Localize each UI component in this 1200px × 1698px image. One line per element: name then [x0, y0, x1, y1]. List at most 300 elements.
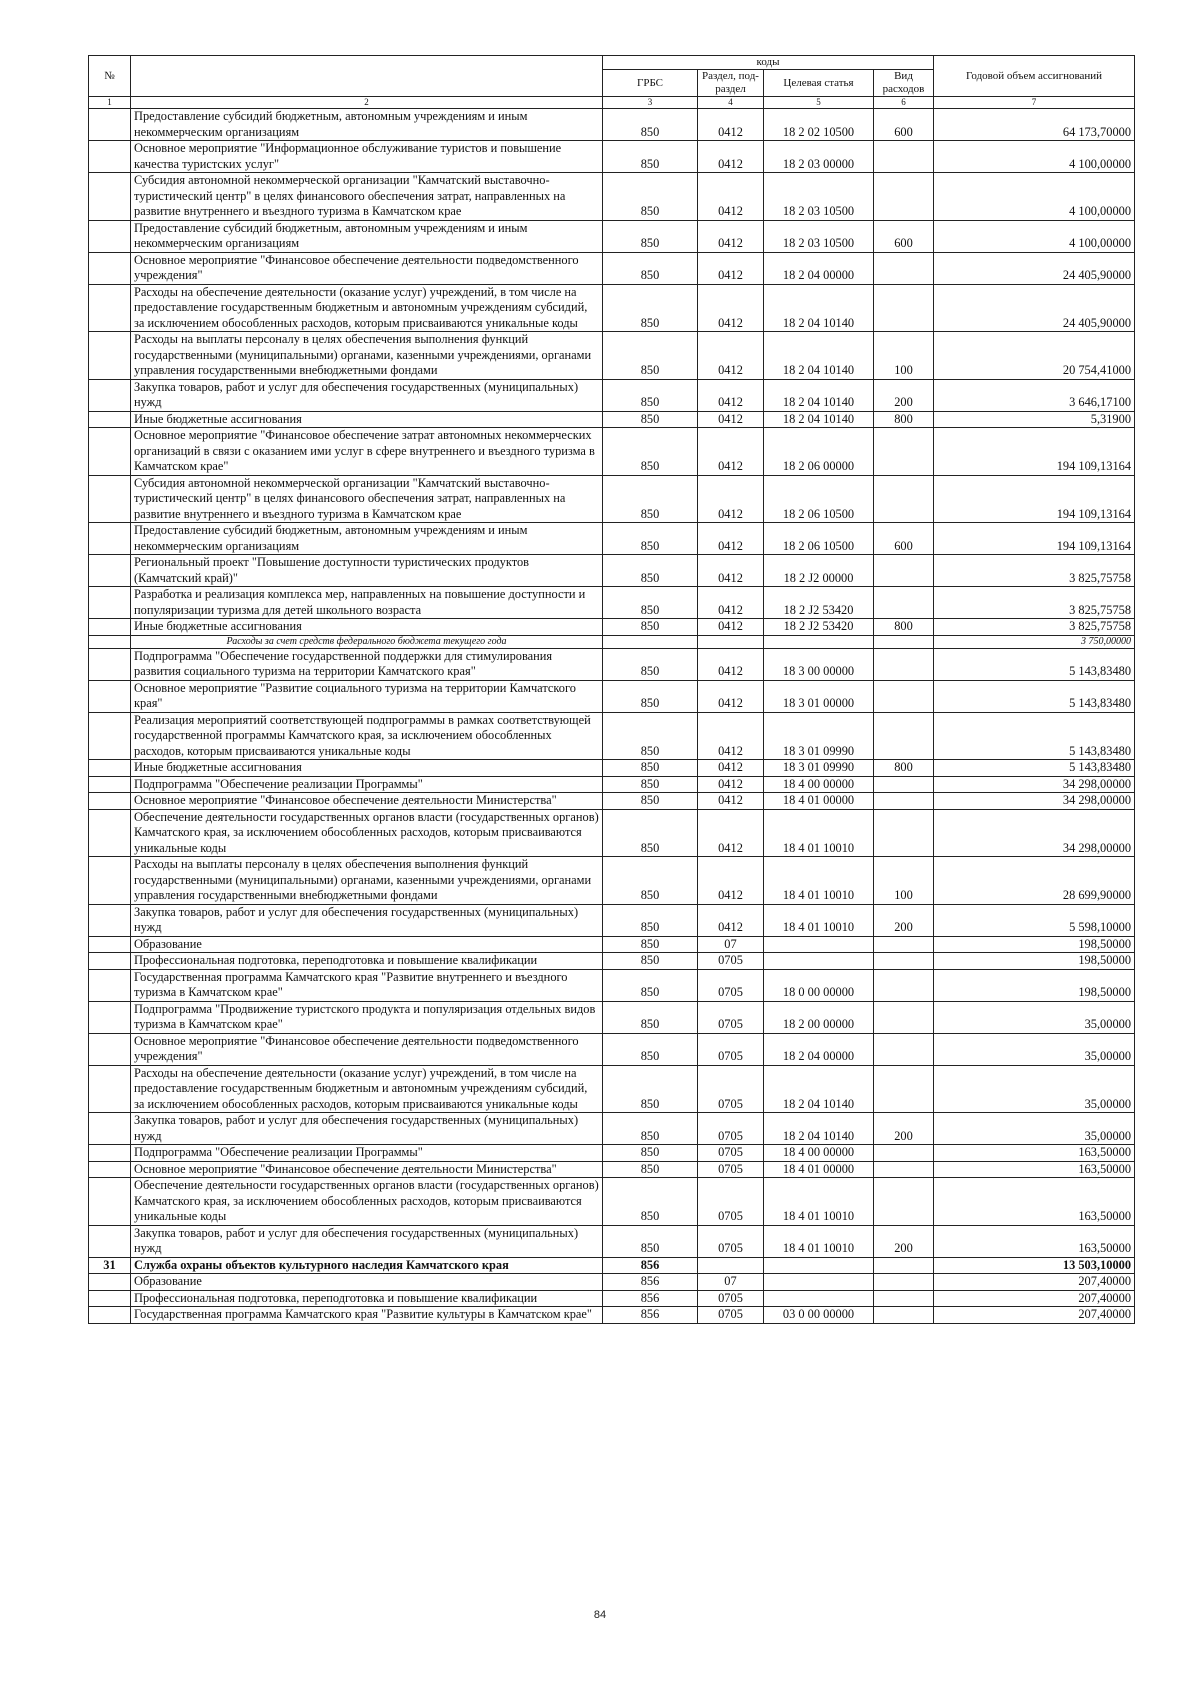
row-grbs: 850: [603, 648, 698, 680]
table-row: [89, 953, 1135, 970]
header-razdel: Раздел, под-раздел: [698, 70, 764, 97]
row-number: [89, 680, 131, 712]
row-name: Расходы на выплаты персоналу в целях обеспечения выполнения функций государственными (муниципальными) органами, казенными учреждениями, органами управления государственными внебюджетными фондами: [131, 332, 603, 380]
row-target-article: 18 2 04 10140: [764, 411, 874, 428]
row-razdel: 0412: [698, 428, 764, 476]
row-expense-type: 100: [874, 332, 934, 380]
row-amount: 5 143,83480: [934, 680, 1135, 712]
row-grbs: 850: [603, 953, 698, 970]
row-amount: 163,50000: [934, 1225, 1135, 1257]
table-header: [89, 56, 1135, 109]
row-grbs: 850: [603, 252, 698, 284]
row-number: [89, 619, 131, 636]
table-row: [89, 555, 1135, 587]
row-name: Расходы на обеспечение деятельности (оказание услуг) учреждений, в том числе на предоставление государственным бюджетным и автономным учреждениям субсидий, за исключением обособленных расходов, которым присваиваются уникальные коды: [131, 284, 603, 332]
table-body: [89, 109, 1135, 1324]
row-grbs: 856: [603, 1307, 698, 1324]
row-name: Основное мероприятие "Финансовое обеспечение деятельности подведомственного учреждения": [131, 252, 603, 284]
row-number: [89, 555, 131, 587]
row-target-article: 18 4 00 00000: [764, 1145, 874, 1162]
row-razdel: 0412: [698, 904, 764, 936]
colnum-6: 6: [874, 97, 934, 109]
row-name: Закупка товаров, работ и услуг для обеспечения государственных (муниципальных) нужд: [131, 1225, 603, 1257]
row-grbs: 850: [603, 1113, 698, 1145]
row-amount: 194 109,13164: [934, 475, 1135, 523]
table-row: [89, 648, 1135, 680]
row-name: Подпрограмма "Обеспечение реализации Программы": [131, 776, 603, 793]
row-number: [89, 411, 131, 428]
row-razdel: 0412: [698, 252, 764, 284]
row-target-article: 18 2 02 10500: [764, 109, 874, 141]
row-razdel: [698, 635, 764, 648]
row-grbs: 850: [603, 284, 698, 332]
table-row: [89, 680, 1135, 712]
row-razdel: 0705: [698, 969, 764, 1001]
row-razdel: 0705: [698, 1145, 764, 1162]
row-amount: 5,31900: [934, 411, 1135, 428]
table-row: [89, 332, 1135, 380]
row-amount: 4 100,00000: [934, 220, 1135, 252]
row-number: [89, 1033, 131, 1065]
colnum-3: 3: [603, 97, 698, 109]
table-row: [89, 1033, 1135, 1065]
row-name: Основное мероприятие "Финансовое обеспечение деятельности подведомственного учреждения": [131, 1033, 603, 1065]
row-expense-type: 600: [874, 109, 934, 141]
row-razdel: 0412: [698, 109, 764, 141]
table-row: [89, 109, 1135, 141]
row-name: Закупка товаров, работ и услуг для обеспечения государственных (муниципальных) нужд: [131, 379, 603, 411]
row-name: Служба охраны объектов культурного наследия Камчатского края: [131, 1257, 603, 1274]
row-grbs: 850: [603, 475, 698, 523]
row-target-article: 18 4 01 10010: [764, 857, 874, 905]
table-row: [89, 793, 1135, 810]
row-target-article: 18 4 01 10010: [764, 904, 874, 936]
row-grbs: 850: [603, 109, 698, 141]
row-expense-type: [874, 809, 934, 857]
row-grbs: 850: [603, 712, 698, 760]
row-target-article: 18 2 04 00000: [764, 252, 874, 284]
row-number: [89, 776, 131, 793]
row-grbs: 850: [603, 1065, 698, 1113]
table-row: [89, 141, 1135, 173]
row-expense-type: 200: [874, 1113, 934, 1145]
row-grbs: 850: [603, 1145, 698, 1162]
row-expense-type: [874, 555, 934, 587]
row-grbs: 850: [603, 969, 698, 1001]
row-name: Профессиональная подготовка, переподготовка и повышение квалификации: [131, 1290, 603, 1307]
row-expense-type: [874, 1161, 934, 1178]
row-razdel: 0705: [698, 1178, 764, 1226]
row-grbs: 850: [603, 173, 698, 221]
row-grbs: 850: [603, 379, 698, 411]
row-grbs: 850: [603, 809, 698, 857]
row-name: Предоставление субсидий бюджетным, автономным учреждениям и иным некоммерческим организациям: [131, 109, 603, 141]
row-target-article: 18 2 J2 53420: [764, 587, 874, 619]
row-amount: 163,50000: [934, 1161, 1135, 1178]
row-target-article: 18 4 01 00000: [764, 1161, 874, 1178]
row-expense-type: [874, 1274, 934, 1291]
row-amount: 35,00000: [934, 1065, 1135, 1113]
row-amount: 24 405,90000: [934, 284, 1135, 332]
row-target-article: 18 3 01 09990: [764, 760, 874, 777]
row-amount: 35,00000: [934, 1001, 1135, 1033]
table-row: [89, 904, 1135, 936]
row-amount: 207,40000: [934, 1274, 1135, 1291]
row-expense-type: [874, 1290, 934, 1307]
table-row: [89, 1225, 1135, 1257]
row-razdel: [698, 1257, 764, 1274]
row-expense-type: [874, 173, 934, 221]
row-target-article: [764, 953, 874, 970]
header-grbs: ГРБС: [603, 70, 698, 97]
row-grbs: 850: [603, 936, 698, 953]
row-number: [89, 587, 131, 619]
row-razdel: 0705: [698, 1161, 764, 1178]
row-number: [89, 953, 131, 970]
row-razdel: 0705: [698, 1033, 764, 1065]
row-amount: 207,40000: [934, 1307, 1135, 1324]
row-amount: 3 825,75758: [934, 587, 1135, 619]
row-number: [89, 857, 131, 905]
row-target-article: 18 2 04 10140: [764, 284, 874, 332]
table-row: [89, 1113, 1135, 1145]
colnum-1: 1: [89, 97, 131, 109]
row-razdel: 0412: [698, 619, 764, 636]
row-grbs: 850: [603, 428, 698, 476]
row-number: [89, 475, 131, 523]
table-row: [89, 411, 1135, 428]
row-amount: 4 100,00000: [934, 173, 1135, 221]
row-razdel: 0412: [698, 809, 764, 857]
table-row: [89, 619, 1135, 636]
row-name: Иные бюджетные ассигнования: [131, 619, 603, 636]
row-expense-type: [874, 648, 934, 680]
row-number: [89, 648, 131, 680]
row-target-article: [764, 635, 874, 648]
table-row: [89, 1290, 1135, 1307]
table-row: [89, 220, 1135, 252]
row-expense-type: [874, 635, 934, 648]
row-razdel: 0412: [698, 411, 764, 428]
row-expense-type: [874, 936, 934, 953]
row-amount: 34 298,00000: [934, 793, 1135, 810]
row-target-article: 18 4 01 00000: [764, 793, 874, 810]
row-target-article: 18 2 04 00000: [764, 1033, 874, 1065]
table-row: [89, 379, 1135, 411]
row-amount: 194 109,13164: [934, 428, 1135, 476]
row-amount: 207,40000: [934, 1290, 1135, 1307]
row-grbs: 850: [603, 857, 698, 905]
row-expense-type: [874, 1033, 934, 1065]
table-row: [89, 1145, 1135, 1162]
table-row: [89, 635, 1135, 648]
row-amount: 5 143,83480: [934, 648, 1135, 680]
row-grbs: 856: [603, 1257, 698, 1274]
row-number: [89, 969, 131, 1001]
row-razdel: 0705: [698, 1065, 764, 1113]
table-row: [89, 936, 1135, 953]
row-target-article: 18 2 03 10500: [764, 220, 874, 252]
row-number: [89, 173, 131, 221]
row-expense-type: [874, 1001, 934, 1033]
row-amount: 24 405,90000: [934, 252, 1135, 284]
row-grbs: 850: [603, 680, 698, 712]
table-row: [89, 1001, 1135, 1033]
row-amount: 20 754,41000: [934, 332, 1135, 380]
row-number: [89, 141, 131, 173]
row-razdel: 0705: [698, 1307, 764, 1324]
row-target-article: 18 2 J2 00000: [764, 555, 874, 587]
row-razdel: 0412: [698, 173, 764, 221]
row-amount: 198,50000: [934, 936, 1135, 953]
row-expense-type: [874, 969, 934, 1001]
row-razdel: 0412: [698, 712, 764, 760]
row-number: [89, 1178, 131, 1226]
row-razdel: 0412: [698, 776, 764, 793]
table-row: [89, 712, 1135, 760]
row-amount: 4 100,00000: [934, 141, 1135, 173]
row-expense-type: 600: [874, 523, 934, 555]
row-number: [89, 712, 131, 760]
row-amount: 5 143,83480: [934, 760, 1135, 777]
row-name: Обеспечение деятельности государственных органов власти (государственных органов) Камчатского края, за исключением обособленных расходов, которым присваиваются уникальные коды: [131, 1178, 603, 1226]
row-target-article: 18 0 00 00000: [764, 969, 874, 1001]
row-razdel: 0412: [698, 220, 764, 252]
row-number: [89, 809, 131, 857]
row-name: Расходы за счет средств федерального бюджета текущего года: [131, 635, 603, 648]
row-number: [89, 635, 131, 648]
row-expense-type: [874, 587, 934, 619]
row-amount: 198,50000: [934, 969, 1135, 1001]
row-target-article: 18 2 04 10140: [764, 379, 874, 411]
row-target-article: 18 4 01 10010: [764, 809, 874, 857]
table-row: [89, 857, 1135, 905]
row-razdel: 0412: [698, 857, 764, 905]
row-razdel: 0412: [698, 760, 764, 777]
row-amount: 163,50000: [934, 1178, 1135, 1226]
table-row: [89, 760, 1135, 777]
table-row: [89, 1257, 1135, 1274]
row-amount: 194 109,13164: [934, 523, 1135, 555]
row-target-article: 18 4 01 10010: [764, 1225, 874, 1257]
colnum-2: 2: [131, 97, 603, 109]
row-expense-type: [874, 475, 934, 523]
row-razdel: 0705: [698, 1290, 764, 1307]
row-name: Иные бюджетные ассигнования: [131, 411, 603, 428]
row-target-article: 18 2 00 00000: [764, 1001, 874, 1033]
header-num: №: [89, 56, 131, 97]
row-amount: 64 173,70000: [934, 109, 1135, 141]
budget-table: [88, 55, 1135, 1324]
table-row: [89, 1307, 1135, 1324]
row-grbs: 850: [603, 411, 698, 428]
row-razdel: 0412: [698, 648, 764, 680]
row-number: [89, 1290, 131, 1307]
row-number: [89, 793, 131, 810]
row-expense-type: [874, 1145, 934, 1162]
table-row: [89, 428, 1135, 476]
row-amount: 28 699,90000: [934, 857, 1135, 905]
row-amount: 198,50000: [934, 953, 1135, 970]
row-name: Подпрограмма "Продвижение туристского продукта и популяризация отдельных видов туризма в Камчатском крае": [131, 1001, 603, 1033]
row-target-article: 18 3 01 00000: [764, 680, 874, 712]
row-name: Разработка и реализация комплекса мер, направленных на повышение доступности и популяризации туризма для детей школьного возраста: [131, 587, 603, 619]
row-number: [89, 760, 131, 777]
table-row: [89, 1178, 1135, 1226]
row-razdel: 0705: [698, 1225, 764, 1257]
row-name: Реализация мероприятий соответствующей подпрограммы в рамках соответствующей государственной программы Камчатского края, за исключением обособленных расходов, которым присваиваются уникальные коды: [131, 712, 603, 760]
row-expense-type: [874, 680, 934, 712]
row-expense-type: 200: [874, 1225, 934, 1257]
row-number: 31: [89, 1257, 131, 1274]
row-grbs: 850: [603, 1001, 698, 1033]
row-target-article: 18 2 06 10500: [764, 523, 874, 555]
row-expense-type: 100: [874, 857, 934, 905]
row-amount: 13 503,10000: [934, 1257, 1135, 1274]
row-razdel: 0412: [698, 379, 764, 411]
row-grbs: 850: [603, 332, 698, 380]
row-grbs: 850: [603, 1161, 698, 1178]
row-target-article: 18 3 00 00000: [764, 648, 874, 680]
row-expense-type: [874, 1178, 934, 1226]
header-sum: Годовой объем ассигнований: [934, 56, 1135, 97]
row-name: Предоставление субсидий бюджетным, автономным учреждениям и иным некоммерческим организациям: [131, 523, 603, 555]
row-expense-type: 600: [874, 220, 934, 252]
header-name: [131, 56, 603, 97]
row-expense-type: [874, 953, 934, 970]
row-expense-type: 800: [874, 411, 934, 428]
table-row: [89, 776, 1135, 793]
row-amount: 3 825,75758: [934, 619, 1135, 636]
row-amount: 35,00000: [934, 1033, 1135, 1065]
row-amount: 3 750,00000: [934, 635, 1135, 648]
table-row: [89, 809, 1135, 857]
row-number: [89, 1113, 131, 1145]
row-amount: 3 646,17100: [934, 379, 1135, 411]
column-number-row: [89, 97, 1135, 109]
row-name: Закупка товаров, работ и услуг для обеспечения государственных (муниципальных) нужд: [131, 904, 603, 936]
row-expense-type: [874, 1307, 934, 1324]
row-target-article: 18 4 00 00000: [764, 776, 874, 793]
page-number: 84: [593, 1609, 607, 1621]
row-expense-type: [874, 284, 934, 332]
row-name: Подпрограмма "Обеспечение реализации Программы": [131, 1145, 603, 1162]
row-grbs: 850: [603, 619, 698, 636]
row-number: [89, 284, 131, 332]
row-target-article: 18 2 04 10140: [764, 1065, 874, 1113]
row-expense-type: [874, 712, 934, 760]
header-vr: Вид расходов: [874, 70, 934, 97]
row-razdel: 0412: [698, 523, 764, 555]
row-grbs: 850: [603, 793, 698, 810]
row-number: [89, 1065, 131, 1113]
row-razdel: 0412: [698, 555, 764, 587]
row-target-article: 18 2 04 10140: [764, 332, 874, 380]
row-name: Основное мероприятие "Развитие социального туризма на территории Камчатского края": [131, 680, 603, 712]
row-number: [89, 523, 131, 555]
row-razdel: 0412: [698, 141, 764, 173]
table-row: [89, 1274, 1135, 1291]
table-row: [89, 252, 1135, 284]
row-target-article: [764, 936, 874, 953]
row-number: [89, 1145, 131, 1162]
row-amount: 34 298,00000: [934, 809, 1135, 857]
row-number: [89, 1001, 131, 1033]
row-name: Государственная программа Камчатского края "Развитие внутреннего и въездного туризма в Камчатском крае": [131, 969, 603, 1001]
row-number: [89, 936, 131, 953]
row-name: Субсидия автономной некоммерческой организации "Камчатский выставочно-туристический центр" в целях финансового обеспечения затрат, направленных на развитие внутреннего и въездного туризма в Камчатском крае: [131, 173, 603, 221]
row-expense-type: 800: [874, 760, 934, 777]
row-razdel: 0705: [698, 953, 764, 970]
row-target-article: 18 2 03 00000: [764, 141, 874, 173]
row-grbs: 850: [603, 555, 698, 587]
row-grbs: 850: [603, 776, 698, 793]
row-grbs: 850: [603, 1033, 698, 1065]
row-grbs: 850: [603, 760, 698, 777]
row-name: Предоставление субсидий бюджетным, автономным учреждениям и иным некоммерческим организациям: [131, 220, 603, 252]
row-target-article: 18 2 04 10140: [764, 1113, 874, 1145]
row-grbs: 850: [603, 587, 698, 619]
row-grbs: 850: [603, 141, 698, 173]
row-number: [89, 1225, 131, 1257]
row-number: [89, 109, 131, 141]
row-grbs: 850: [603, 1225, 698, 1257]
table-row: [89, 969, 1135, 1001]
row-expense-type: [874, 1257, 934, 1274]
header-cs: Целевая статья: [764, 70, 874, 97]
row-name: Закупка товаров, работ и услуг для обеспечения государственных (муниципальных) нужд: [131, 1113, 603, 1145]
row-number: [89, 1307, 131, 1324]
row-name: Расходы на обеспечение деятельности (оказание услуг) учреждений, в том числе на предоставление государственным бюджетным и автономным учреждениям субсидий, за исключением обособленных расходов, которым присваиваются уникальные коды: [131, 1065, 603, 1113]
row-razdel: 0412: [698, 332, 764, 380]
row-razdel: 0705: [698, 1001, 764, 1033]
row-amount: 3 825,75758: [934, 555, 1135, 587]
row-number: [89, 1161, 131, 1178]
row-amount: 5 598,10000: [934, 904, 1135, 936]
row-amount: 5 143,83480: [934, 712, 1135, 760]
table-row: [89, 475, 1135, 523]
row-target-article: 18 4 01 10010: [764, 1178, 874, 1226]
table-row: [89, 1161, 1135, 1178]
row-expense-type: 200: [874, 904, 934, 936]
row-target-article: [764, 1290, 874, 1307]
header-codes: коды: [603, 56, 934, 70]
row-amount: 35,00000: [934, 1113, 1135, 1145]
row-name: Подпрограмма "Обеспечение государственной поддержки для стимулирования развития социального туризма на территории Камчатского края": [131, 648, 603, 680]
row-expense-type: 200: [874, 379, 934, 411]
row-name: Обеспечение деятельности государственных органов власти (государственных органов) Камчатского края, за исключением обособленных расходов, которым присваиваются уникальные коды: [131, 809, 603, 857]
row-name: Основное мероприятие "Финансовое обеспечение затрат автономных некоммерческих организаций в связи с оказанием ими услуг в сфере внутреннего и въездного туризма в Камчатском крае": [131, 428, 603, 476]
row-amount: 163,50000: [934, 1145, 1135, 1162]
row-target-article: 18 2 06 00000: [764, 428, 874, 476]
row-expense-type: [874, 1065, 934, 1113]
row-number: [89, 332, 131, 380]
row-razdel: 0412: [698, 284, 764, 332]
row-expense-type: [874, 776, 934, 793]
table-row: [89, 587, 1135, 619]
colnum-5: 5: [764, 97, 874, 109]
row-target-article: 18 2 J2 53420: [764, 619, 874, 636]
row-grbs: [603, 635, 698, 648]
row-grbs: 850: [603, 904, 698, 936]
row-grbs: 850: [603, 220, 698, 252]
row-expense-type: [874, 252, 934, 284]
row-expense-type: [874, 428, 934, 476]
row-target-article: [764, 1274, 874, 1291]
row-name: Субсидия автономной некоммерческой организации "Камчатский выставочно-туристический центр" в целях финансового обеспечения затрат, направленных на развитие внутреннего и въездного туризма в Камчатском крае: [131, 475, 603, 523]
row-razdel: 0412: [698, 793, 764, 810]
row-target-article: [764, 1257, 874, 1274]
